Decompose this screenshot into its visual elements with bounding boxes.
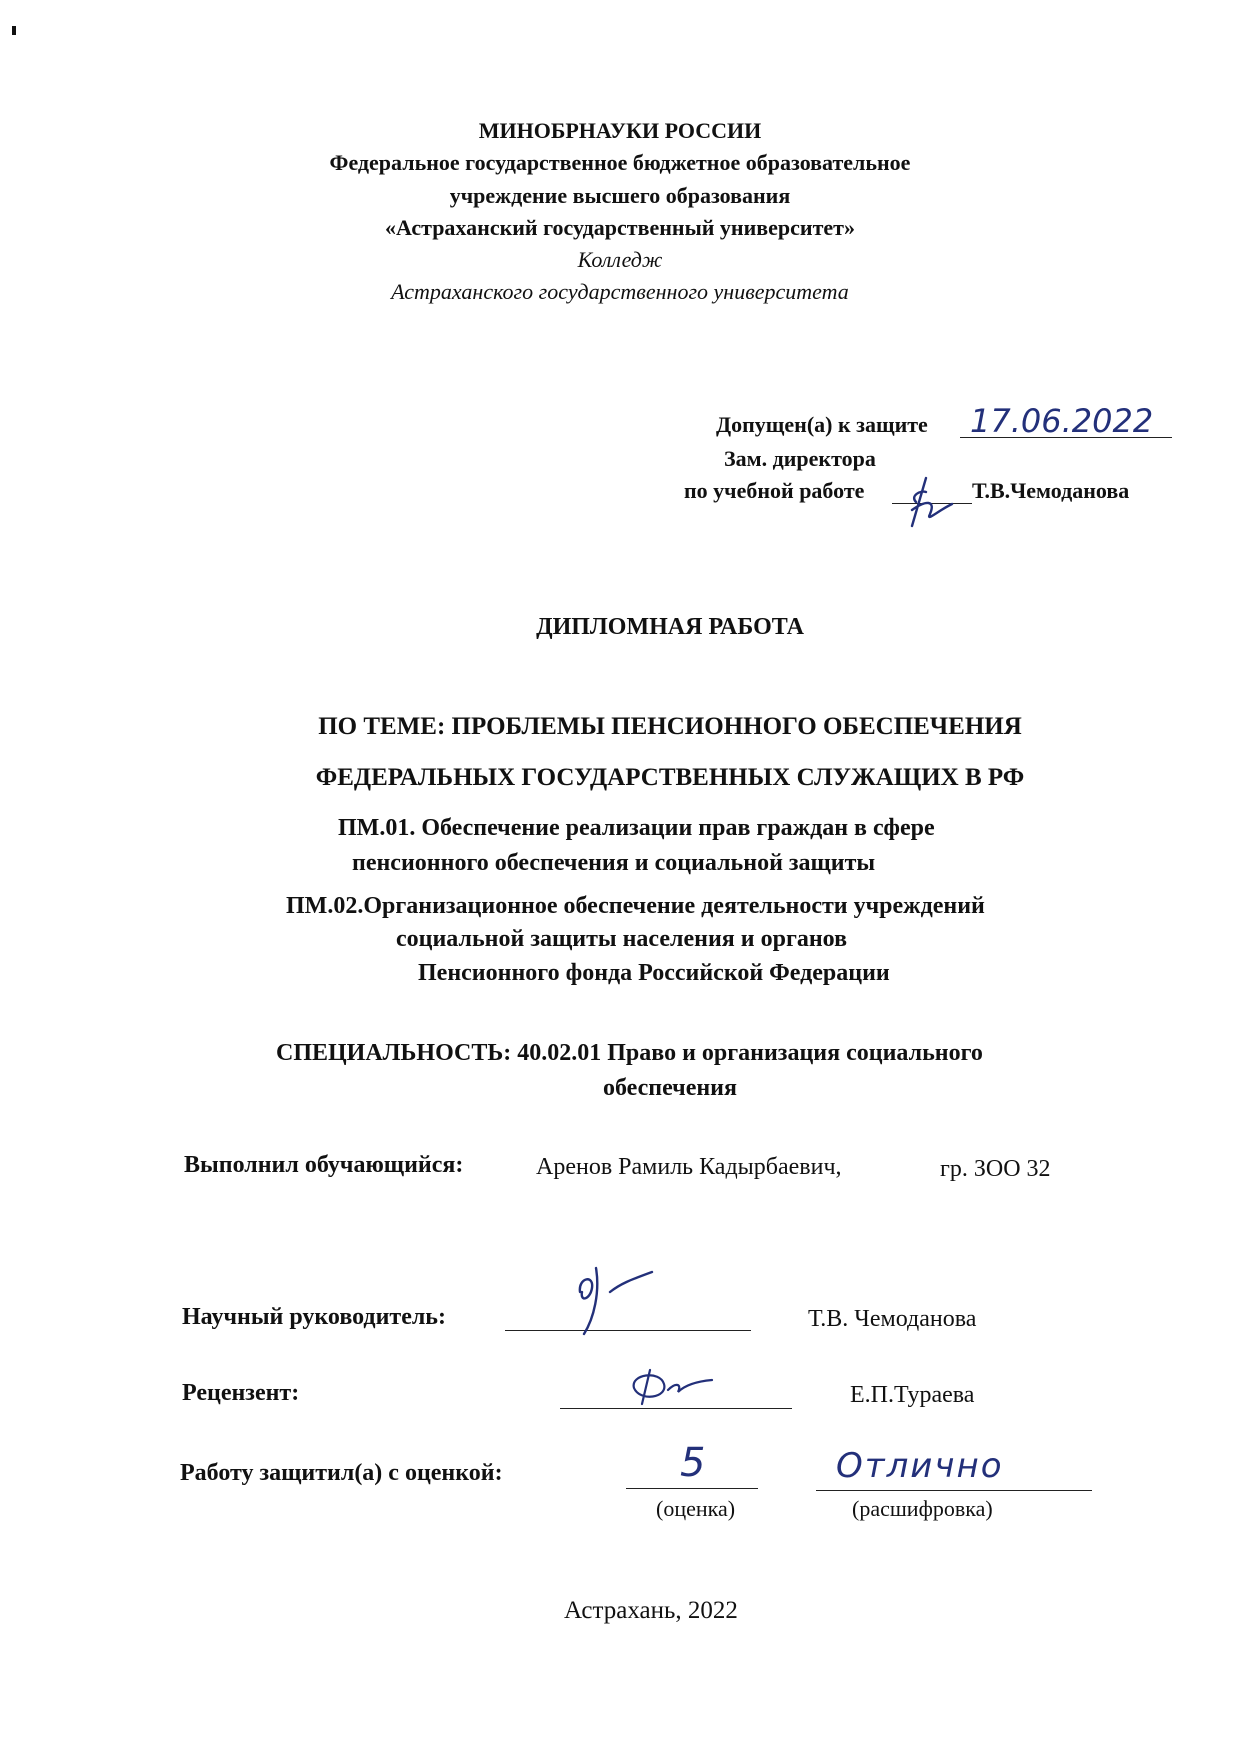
specialty-line-1: СПЕЦИАЛЬНОСТЬ: 40.02.01 Право и организация социального [276, 1040, 983, 1066]
supervisor-name: Т.В. Чемоданова [808, 1306, 977, 1332]
work-type: ДИПЛОМНАЯ РАБОТА [536, 614, 804, 640]
grade-word-caption: (расшифровка) [852, 1496, 993, 1521]
reviewer-name: Е.П.Тураева [850, 1382, 975, 1408]
admitted-date-handwritten: 17.06.2022 [970, 402, 1154, 440]
grade-line [626, 1488, 758, 1489]
deputy-signature [896, 470, 968, 542]
student-name: Аренов Рамиль Кадырбаевич, [536, 1154, 842, 1180]
city-year: Астрахань, 2022 [564, 1597, 738, 1624]
college-line-1: Колледж [577, 247, 663, 272]
topic-line-1: ПО ТЕМЕ: ПРОБЛЕМЫ ПЕНСИОННОГО ОБЕСПЕЧЕНИЯ [318, 713, 1022, 740]
specialty-line-2: обеспечения [603, 1075, 737, 1101]
admitted-label: Допущен(а) к защите [716, 412, 928, 437]
supervisor-label: Научный руководитель: [182, 1304, 446, 1330]
college-line-2: Астраханского государственного университета [391, 279, 849, 304]
pm01-line-1: ПМ.01. Обеспечение реализации прав граждан в сфере [338, 815, 935, 841]
grade-word-handwritten: Отлично [836, 1446, 1004, 1486]
deputy-role: по учебной работе [684, 478, 865, 503]
org-line-1: Федеральное государственное бюджетное образовательное [329, 150, 911, 175]
pm02-line-1: ПМ.02.Организационное обеспечение деятельности учреждений [286, 893, 985, 919]
reviewer-label: Рецензент: [182, 1380, 300, 1406]
student-group: гр. ЗОО 32 [940, 1156, 1051, 1182]
grade-handwritten: 5 [680, 1440, 706, 1486]
scan-mark [12, 26, 16, 35]
defense-label: Работу защитил(а) с оценкой: [180, 1460, 503, 1486]
deputy-name: Т.В.Чемоданова [972, 478, 1130, 503]
grade-word-line [816, 1490, 1092, 1491]
pm01-line-2: пенсионного обеспечения и социальной защиты [352, 850, 876, 876]
deputy-title: Зам. директора [724, 446, 876, 471]
supervisor-signature [560, 1262, 670, 1342]
org-line-2: учреждение высшего образования [449, 183, 791, 208]
pm02-line-2: социальной защиты населения и органов [396, 926, 848, 952]
ministry-title: МИНОБРНАУКИ РОССИИ [478, 118, 762, 143]
reviewer-signature [620, 1360, 730, 1412]
pm02-line-3: Пенсионного фонда Российской Федерации [418, 960, 890, 986]
grade-caption: (оценка) [656, 1496, 736, 1521]
university-name: «Астраханский государственный университет» [385, 215, 855, 240]
student-label: Выполнил обучающийся: [184, 1152, 464, 1178]
topic-line-2: ФЕДЕРАЛЬНЫХ ГОСУДАРСТВЕННЫХ СЛУЖАЩИХ В РФ [315, 764, 1025, 791]
